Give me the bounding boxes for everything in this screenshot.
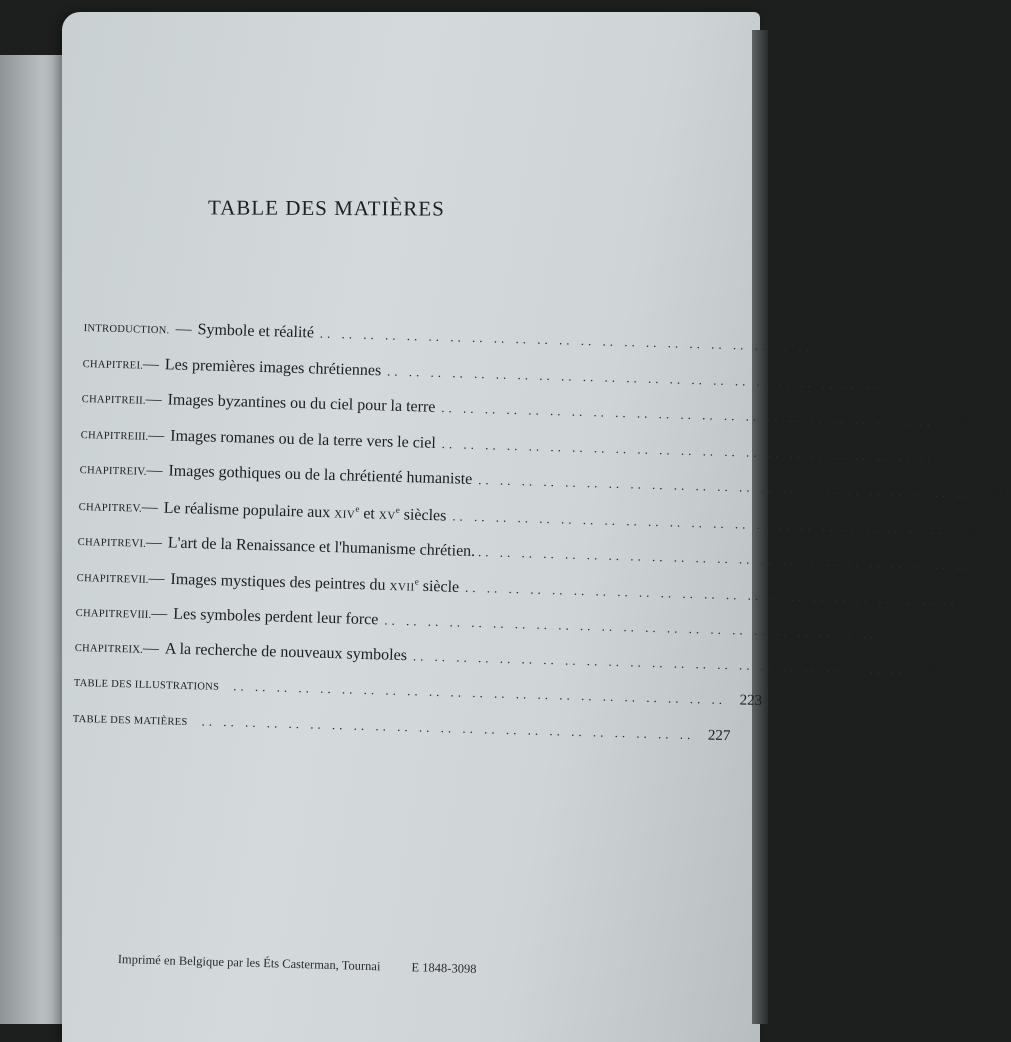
entry-page-number: 61 bbox=[955, 450, 971, 467]
entry-label: TABLE DES MATIÈRES bbox=[72, 713, 188, 728]
chapter-number: III. bbox=[134, 430, 149, 443]
entry-dash: — bbox=[142, 640, 160, 658]
entry-title: Symbole et réalité bbox=[197, 321, 315, 342]
entry-title-part: Images mystiques des peintres du bbox=[170, 571, 386, 595]
entry-dash: — bbox=[145, 390, 162, 409]
entry-label: CHAPITRE bbox=[78, 502, 133, 515]
entry-page-number: 227 bbox=[707, 727, 731, 744]
entry-label: INTRODUCTION. bbox=[83, 322, 170, 337]
entry-page-number: 127 bbox=[981, 557, 1005, 575]
superscript: e bbox=[395, 504, 401, 515]
chapter-number: IV. bbox=[133, 465, 147, 479]
entry-title-part: siècles bbox=[403, 506, 447, 525]
entry-title: Les premières images chrétiennes bbox=[164, 355, 382, 379]
entry-page-number: 105 bbox=[958, 522, 982, 540]
chapter-number: IX. bbox=[128, 643, 144, 657]
dot-leader: .. .. .. .. .. .. .. .. .. .. .. .. .. .. .. .. .. .. .. .. .. .. .. bbox=[386, 363, 881, 392]
century-numeral: XIV bbox=[334, 508, 356, 521]
entry-title: L'art de la Renaissance et l'humanisme chrétien. bbox=[167, 533, 476, 560]
entry-title-part: et bbox=[363, 505, 376, 523]
entry-title: Images gothiques ou de la chrétienté humaniste bbox=[168, 462, 473, 489]
print-code: E 1848-3098 bbox=[411, 960, 477, 977]
dot-leader: .. .. .. .. .. .. .. .. .. .. .. .. .. .. .. .. .. .. .. .. .. .. .. bbox=[441, 435, 935, 465]
entry-label: CHAPITRE bbox=[74, 643, 129, 656]
entry-dash: — bbox=[142, 355, 160, 373]
entry-title: Images romanes ou de la terre vers le ciel bbox=[170, 427, 437, 452]
entry-label: CHAPITRE bbox=[77, 536, 132, 549]
entry-dash: — bbox=[145, 533, 163, 551]
entry-dash: — bbox=[141, 498, 158, 517]
dot-leader: .. .. .. .. .. .. .. .. .. .. .. .. .. .. .. .. .. .. .. .. .. .. .. bbox=[412, 648, 906, 678]
dot-leader: .. .. .. .. .. .. .. .. .. .. .. .. .. .. .. .. .. .. .. .. .. .. .. bbox=[477, 543, 972, 573]
entry-page-number: 39 bbox=[954, 414, 971, 431]
entry-page-number: 223 bbox=[739, 692, 763, 710]
entry-page-number: 185 bbox=[919, 662, 942, 680]
chapter-number: I. bbox=[136, 359, 144, 372]
entry-label: CHAPITRE bbox=[80, 429, 135, 443]
dot-leader: .. .. .. .. .. .. .. .. .. .. .. .. .. .. .. .. .. .. .. .. .. .. .. bbox=[384, 612, 878, 642]
entry-title: A la recherche de nouveaux symboles bbox=[164, 640, 408, 665]
entry-page-number: 147 bbox=[971, 594, 995, 611]
entry-label: TABLE DES ILLUSTRATIONS bbox=[73, 677, 220, 693]
entry-page-number: 7 bbox=[840, 340, 849, 357]
entry-label: CHAPITRE bbox=[79, 465, 134, 478]
entry-title: Images byzantines ou du ciel pour la terre bbox=[167, 391, 436, 417]
dot-leader: .. .. .. .. .. .. .. .. .. .. .. .. .. .. .. .. .. .. .. .. .. .. .. bbox=[478, 472, 972, 502]
entry-label: CHAPITRE bbox=[82, 358, 137, 372]
century-numeral: XVII bbox=[389, 581, 415, 594]
entry-label: CHAPITRE bbox=[81, 394, 136, 407]
chapter-number: II. bbox=[135, 394, 146, 407]
entry-title: Les symboles perdent leur force bbox=[172, 605, 379, 629]
dot-leader: .. .. .. .. .. .. .. .. .. .. .. .. .. .. .. .. .. .. .. .. .. .. .. bbox=[441, 400, 935, 429]
chapter-number: V. bbox=[132, 502, 142, 515]
chapter-number: VI. bbox=[131, 536, 147, 550]
entry-title-part: Le réalisme populaire aux bbox=[163, 499, 331, 522]
superscript: e bbox=[414, 576, 419, 587]
chapter-number: VIII. bbox=[129, 608, 152, 621]
entry-page-number: 27 bbox=[900, 377, 917, 394]
dot-leader: .. .. .. .. .. .. .. .. .. .. .. .. .. .. .. .. .. .. .. .. .. .. .. bbox=[233, 678, 727, 708]
page-title: TABLE DES MATIÈRES bbox=[207, 195, 445, 221]
chapter-number: VII. bbox=[130, 573, 149, 587]
entry-dash: — bbox=[175, 320, 192, 339]
dot-leader: .. .. .. .. .. .. .. .. .. .. .. .. .. .. .. .. .. .. .. .. .. .. .. bbox=[319, 325, 813, 355]
entry-label: CHAPITRE bbox=[75, 607, 130, 621]
superscript: e bbox=[355, 503, 360, 514]
entry-dash: — bbox=[148, 426, 165, 445]
entry-title-part: siècle bbox=[422, 578, 460, 597]
entry-dash: — bbox=[146, 462, 163, 480]
left-page-edge bbox=[0, 55, 70, 1024]
entry-label: CHAPITRE bbox=[76, 573, 131, 586]
printer-note: Imprimé en Belgique par les Éts Casterman, Tournai bbox=[117, 952, 381, 974]
toc-list bbox=[72, 318, 1008, 760]
dot-leader: .. .. .. .. .. .. .. .. .. .. .. .. .. .. .. .. .. .. .. .. .. .. .. bbox=[464, 580, 959, 609]
entry-page-number: 175 bbox=[890, 626, 914, 644]
entry-dash: — bbox=[150, 604, 168, 623]
dot-leader: .. .. .. .. .. .. .. .. .. .. .. .. .. .. .. .. .. .. .. .. .. .. .. bbox=[201, 712, 695, 742]
entry-page-number: 81 bbox=[991, 486, 1008, 504]
entry-dash: — bbox=[148, 570, 165, 588]
dot-leader: .. .. .. .. .. .. .. .. .. .. .. .. .. .. .. .. .. .. .. .. .. .. .. bbox=[452, 508, 946, 538]
century-numeral: XV bbox=[378, 509, 396, 523]
